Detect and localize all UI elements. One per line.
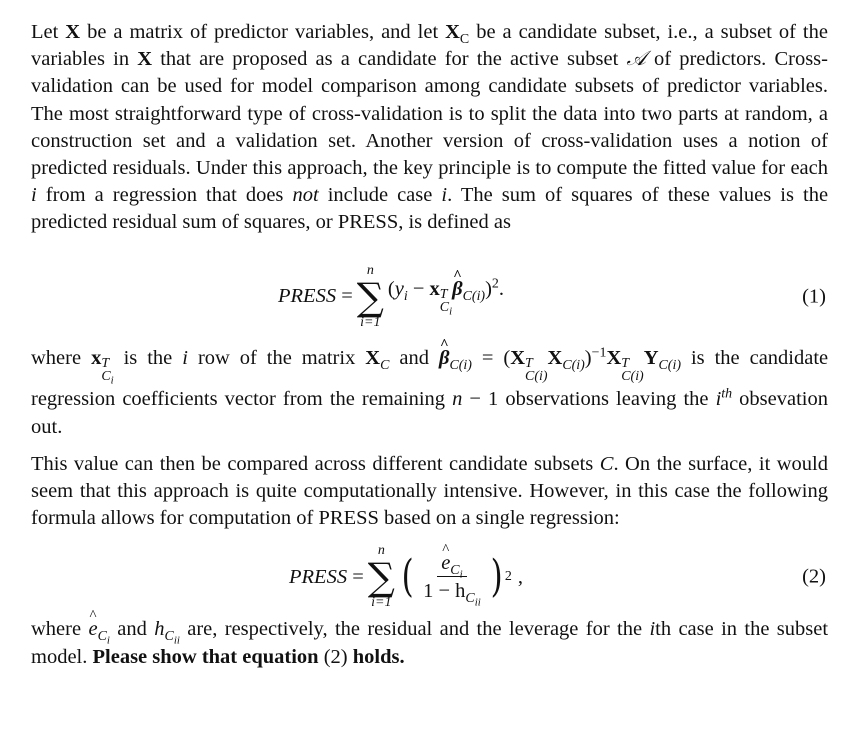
- a1-x-subsub: i: [110, 373, 114, 386]
- eq1-y-sub: i: [403, 288, 408, 304]
- after-eq1-paragraph: where x T $C_i$ is the i row of the matrix $X_C$ and β $\^{}_{C(i)} = (X$ T C(i) $X_{C(i)})^{-1}X$ T C(i) $Y_{C(i)}$ is the candidate regression coefficients vector from the remaining n − 1 observations leaving the $i^{th}$ obsevation out.: [31, 345, 828, 441]
- right-paren-icon: ): [490, 551, 503, 603]
- para3: [31, 451, 828, 533]
- matrix-XC: X: [445, 21, 460, 43]
- eq1-sum-lower: i=1: [360, 314, 381, 330]
- eq1-lhs: PRESS: [278, 285, 337, 308]
- eq1-power: 2: [491, 276, 499, 292]
- c-e-subsub: i: [106, 634, 110, 647]
- c-th: th case in the subset model.: [31, 618, 829, 668]
- eq2-summation: [368, 543, 395, 611]
- eq2-h-subsub: ii: [474, 596, 481, 609]
- c-holds: holds.: [352, 645, 405, 668]
- a1-minus-one: − 1 observations leaving the: [469, 388, 709, 411]
- sigma-icon: ∑: [367, 555, 395, 600]
- c-h-subsub: ii: [173, 634, 180, 647]
- eq2-e-subsub: i: [459, 568, 463, 581]
- left-paren-icon: (: [401, 551, 414, 603]
- var-i: i: [31, 184, 37, 207]
- eq2-sum-upper: n: [377, 543, 385, 559]
- eq2-denominator: [419, 577, 485, 609]
- a1-and: and: [399, 346, 429, 369]
- subscript-C: C: [459, 31, 470, 47]
- equation-1-number: (1): [802, 285, 826, 308]
- eq1-sum-upper: n: [366, 262, 374, 278]
- intro-include: include case: [327, 184, 433, 207]
- a1-x-sup: T: [101, 356, 110, 372]
- a1-Y-sub: C(i): [658, 357, 681, 373]
- c-rest: are, respectively, the residual and the leverage for the: [187, 618, 643, 641]
- p3-text2: . On the surface, it would seem that this approach is quite computationally intensive. However, in this case the following formula allows for computation of PRESS based on a single regression:: [31, 452, 829, 530]
- a1-X2-sub: C(i): [562, 357, 585, 373]
- eq1-beta-sub: C(i): [462, 288, 486, 304]
- equation-2: [31, 538, 828, 616]
- eq1-beta-hat: β ^: [452, 276, 463, 303]
- emph-not: not: [292, 184, 319, 207]
- equation-2-number: (2): [802, 565, 826, 588]
- a1-beta-sub: C(i): [449, 357, 472, 373]
- active-subset-A: 𝒜: [626, 48, 646, 71]
- eq2-den: 1 − h: [423, 580, 466, 603]
- eq2-numerator: [437, 551, 466, 581]
- eq1-x-sub-C: C: [439, 299, 450, 315]
- a1-where: where: [31, 346, 82, 369]
- a1-X3-sub: C(i): [621, 368, 644, 384]
- a1-row-of: row of the matrix: [197, 346, 356, 369]
- c-bold: Please show that equation: [92, 645, 319, 668]
- a1-t1-sup: T: [525, 356, 533, 372]
- equation-2-body: PRESS = n ∑ i=1 ( $\frac{e \^{}_{C_i}}{1 - h_{C_{ii}}}$ ) 2 ,: [289, 538, 523, 616]
- a1-X2: X: [547, 346, 563, 369]
- var-i-2: i: [441, 184, 448, 207]
- a1-beta-hat: β ^: [439, 345, 450, 372]
- a1-XC-sub: C: [380, 357, 390, 373]
- a1-inv: ): [584, 346, 592, 369]
- p3-text: This value can then be compared across different candidate subsets: [31, 452, 594, 475]
- a1-x-sub: [101, 368, 114, 387]
- a1-x: x: [91, 346, 102, 369]
- a1-Y: Y: [643, 346, 659, 369]
- sigma-icon: ∑: [356, 274, 384, 319]
- eq2-sum-lower: i=1: [371, 595, 392, 611]
- a1-XC: X: [365, 346, 381, 369]
- c-and: and: [117, 618, 147, 641]
- a1-n: n: [452, 388, 463, 411]
- eq2-equals: =: [352, 565, 364, 588]
- eq2-e-hat: e ^: [441, 551, 450, 575]
- a1-rest: the candidate regression coefficients vector from the remaining: [31, 346, 829, 411]
- a1-X3: X: [606, 346, 622, 369]
- a1-ith-i: i: [715, 388, 722, 411]
- eq1-x-subsub: i: [449, 304, 453, 317]
- a1-x-scripts: [101, 358, 113, 386]
- a1-is: is: [690, 346, 705, 369]
- eq2-e-sub: C: [450, 563, 460, 579]
- c-i: i: [649, 618, 656, 641]
- eq1-summation: [357, 263, 384, 331]
- a1-ith-sup: th: [721, 386, 733, 402]
- c-e-hat: e ^: [88, 616, 97, 643]
- a1-t1-sub: C(i): [525, 368, 548, 384]
- a1-X3-scripts: [621, 358, 643, 383]
- eq1-x-sub: [439, 299, 453, 318]
- equation-1: [31, 249, 828, 345]
- c-ref: (2): [323, 645, 348, 668]
- eq1-term: ($y_i - x$ T $C_i$ β $\^{}_{C(i)})^2$.: [388, 276, 504, 318]
- a1-X3-sup: T: [621, 356, 630, 372]
- eq1-x-scripts: [440, 289, 452, 317]
- c-h-sub: C: [164, 629, 174, 645]
- eq1-close: ): [485, 277, 492, 300]
- a1-is-the: is the: [123, 346, 173, 369]
- closing-paragraph: [31, 616, 828, 670]
- a1-inv-sup: −1: [591, 344, 607, 360]
- intro-paragraph: Let X be a matrix of predictor variables, and let $X_C$ be a candidate subset, i.e., a subset of the variables in X that are proposed as a candidate for the active subset 𝒜 of predictors. Cross-validation can be used for model comparison among candidate subsets of predictor variables. The most straightforward type of cross-validation is to split the data into two parts at random, a construction set and a validation set. Another version of cross-validation uses a notion of predicted residuals. Under this approach, the key principle is to compute the fitted value for each i from a regression that does not include case i. The sum of squares of these values is the predicted residual sum of squares, or PRESS, is defined as: [31, 21, 829, 234]
- c-where: where: [31, 618, 82, 641]
- c-h: h: [154, 618, 165, 641]
- a1-obs-out: obsevation out.: [31, 388, 828, 438]
- eq1-equals: =: [341, 285, 353, 308]
- intro-end: . The sum of squares of these values is the predicted residual sum of squares, or PRESS, is defined as: [31, 184, 829, 234]
- eq2-comma: ,: [517, 565, 523, 588]
- eq2-h-sub: C: [465, 591, 475, 607]
- eq1-dot: .: [498, 277, 504, 300]
- intro-mid: from a regression that does: [45, 184, 284, 207]
- eq2-fraction: [419, 551, 485, 609]
- matrix-X: X: [65, 21, 81, 43]
- eq1-x-sup: T: [439, 287, 448, 303]
- matrix-X-2: X: [137, 48, 153, 71]
- a1-i: i: [182, 346, 188, 369]
- p3-C: C: [599, 452, 614, 475]
- a1-t1-scripts: [525, 358, 547, 383]
- a1-x-sub-C: C: [101, 368, 111, 384]
- equation-1-body: [278, 249, 504, 345]
- document-page: [31, 19, 828, 671]
- eq2-lhs: PRESS: [289, 565, 348, 588]
- c-e-sub: C: [97, 629, 107, 645]
